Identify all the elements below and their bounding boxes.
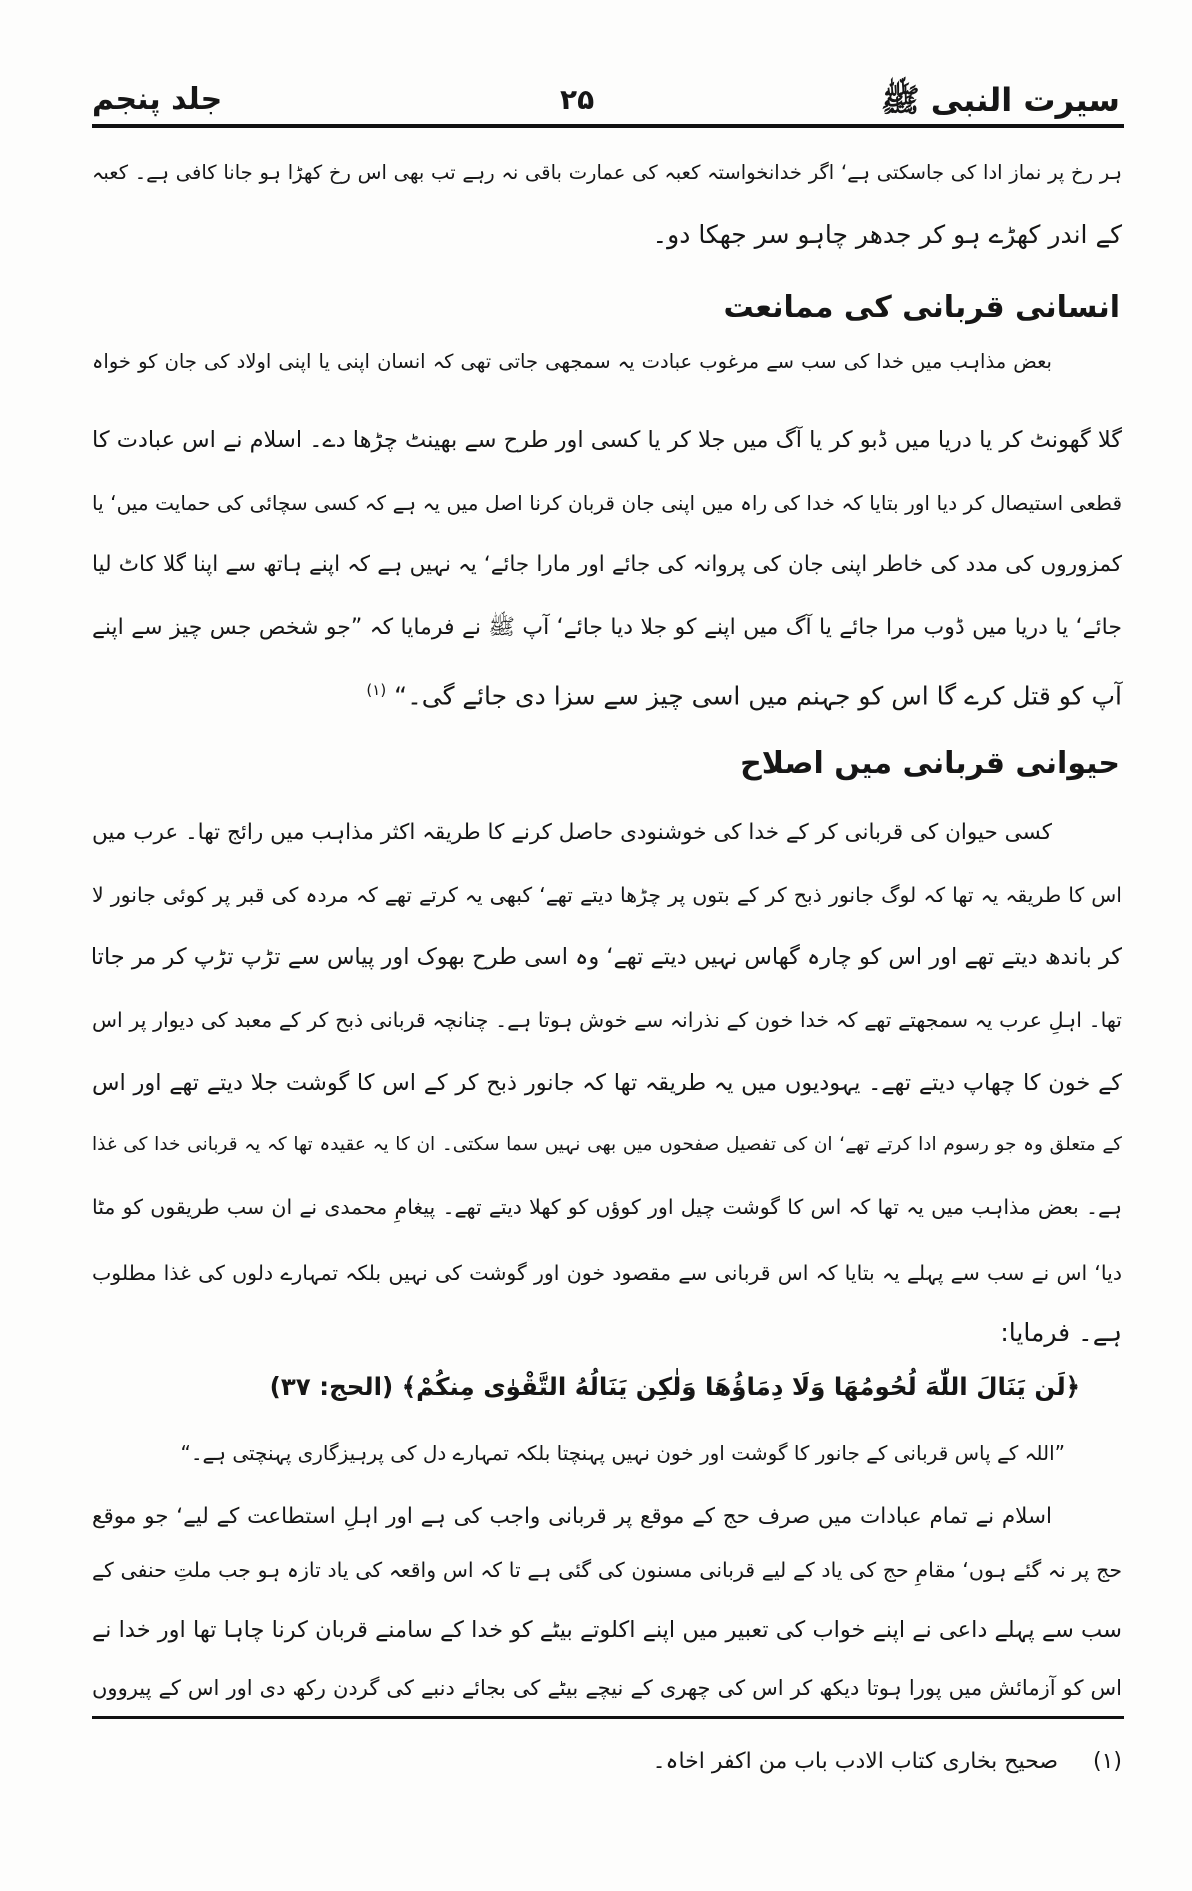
text-line: ہر رخ پر نماز ادا کی جاسکتی ہے‘ اگر خدانخواستہ کعبہ کی عمارت باقی نہ رہے تب بھی اس رخ کھڑا ہو جانا کافی ہے۔ کعبہ: [92, 161, 1122, 184]
book-title: سیرت النبی ﷺ: [880, 81, 1120, 119]
footnote-number: (۱): [1092, 1749, 1122, 1774]
text-line: اسلام نے تمام عبادات میں صرف حج کے موقع پر قربانی واجب کی ہے اور اہلِ استطاعت کے لیے‘ جو موقع: [92, 1504, 1052, 1529]
verse-translation: ”اللہ کے پاس قربانی کے جانور کا گوشت اور خون نہیں پہنچتا بلکہ تمہارے دل کی پرہیزگاری پہنچتی ہے۔“: [180, 1441, 1065, 1465]
text-line: دیا‘ اس نے سب سے پہلے یہ بتایا کہ اس قربانی سے مقصود خون اور گوشت کی نہیں بلکہ تمہارے دلوں کی غذا مطلوب: [92, 1261, 1122, 1285]
text-line: بعض مذاہب میں خدا کی سب سے مرغوب عبادت یہ سمجھی جاتی تھی کہ انسان اپنی یا اپنی اولاد کی جان کو خواہ: [92, 350, 1052, 373]
text-line: کے خون کا چھاپ دیتے تھے۔ یہودیوں میں یہ طریقہ تھا کہ جانور ذبح کر کے اس کا گوشت جلا دیتے تھے اور اس: [92, 1070, 1122, 1096]
text-line: جائے‘ یا دریا میں ڈوب مرا جائے یا آگ میں اپنے کو جلا دیا جائے‘ آپ ﷺ نے فرمایا کہ ”جو شخص جس چیز سے اپنے: [92, 615, 1122, 640]
text-line: کے اندر کھڑے ہو کر جدھر چاہو سر جھکا دو۔: [652, 220, 1122, 249]
text-line: اس کو آزمائش میں پورا ہوتا دیکھ کر اس کی چھری کے نیچے بیٹے کی بجائے دنبے کی گردن رکھ دی اور اس کے پیرووں: [92, 1676, 1122, 1700]
footnote-rule: [92, 1716, 1124, 1719]
quran-verse: ﴿لَن يَنَالَ اللّٰهَ لُحُومُهَا وَلَا دِمَاؤُهَا وَلٰكِن يَنَالُهُ التَّقْوٰى مِنكُمْ﴾ (الحج: ۳۷): [269, 1372, 1080, 1401]
text-line: سب سے پہلے داعی نے اپنے خواب کی تعبیر میں اپنے اکلوتے بیٹے کو خدا کے سامنے قربان کرنا چاہا تھا اور خدا نے: [92, 1617, 1122, 1643]
text-line: کمزوروں کی مدد کی خاطر اپنی جان کی پروانہ کی جائے اور مارا جائے‘ یہ نہیں ہے کہ اپنے ہاتھ سے اپنا گلا کاٹ لیا: [92, 552, 1122, 577]
section-heading: حیوانی قربانی میں اصلاح: [740, 746, 1120, 781]
text-line: [92, 670, 1122, 710]
section-heading: انسانی قربانی کی ممانعت: [723, 290, 1120, 325]
text-line: تھا۔ اہلِ عرب یہ سمجھتے تھے کہ خدا خون کے نذرانہ سے خوش ہوتا ہے۔ چنانچہ قربانی ذبح کر کے معبد کی دیوار پر اس: [92, 1008, 1122, 1032]
text-line: ہے۔ فرمایا:: [1000, 1318, 1122, 1347]
text-line: کر باندھ دیتے تھے اور اس کو چارہ گھاس نہیں دیتے تھے‘ وہ اسی طرح بھوک اور پیاس سے تڑپ تڑپ کر مر جاتا: [90, 944, 1122, 970]
text-line: کے متعلق وہ جو رسوم ادا کرتے تھے‘ ان کی تفصیل صفحوں میں بھی نہیں سما سکتی۔ ان کا یہ عقیدہ تھا کہ یہ قربانی خدا کی غذا: [92, 1134, 1122, 1155]
footnote-reference[interactable]: (۱): [366, 681, 387, 699]
volume-label: جلد پنجم: [92, 82, 223, 117]
text-line: کسی حیوان کی قربانی کر کے خدا کی خوشنودی حاصل کرنے کا طریقہ اکثر مذاہب میں رائج تھا۔ عرب میں: [92, 820, 1052, 845]
page-number: ۲۵: [560, 83, 595, 116]
header-rule: [92, 124, 1124, 128]
text-span: آپ کو قتل کرے گا اس کو جہنم میں اسی چیز سے سزا دی جائے گی۔“: [394, 681, 1122, 711]
text-line: اس کا طریقہ یہ تھا کہ لوگ جانور ذبح کر کے بتوں پر چڑھا دیتے تھے‘ کبھی یہ کرتے تھے کہ مردہ کی قبر پر کوئی جانور لا: [92, 883, 1122, 907]
footnote-text: صحیح بخاری کتاب الادب باب من اکفر اخاہ۔: [652, 1749, 1059, 1774]
text-line: ہے۔ بعض مذاہب میں یہ تھا کہ اس کا گوشت چیل اور کوؤں کو کھلا دیتے تھے۔ پیغامِ محمدی نے ان سب طریقوں کو مٹا: [92, 1195, 1122, 1219]
footnote: [92, 1742, 1122, 1782]
text-line: حج پر نہ گئے ہوں‘ مقامِ حج کی یاد کے لیے قربانی مسنون کی گئی ہے تا کہ اس واقعہ کی یاد تازہ ہو جب ملتِ حنفی کے: [92, 1558, 1122, 1582]
text-line: قطعی استیصال کر دیا اور بتایا کہ خدا کی راہ میں اپنی جان قربان کرنا اصل میں یہ ہے کہ کسی سچائی کی حمایت میں‘ یا: [92, 491, 1122, 515]
text-line: گلا گھونٹ کر یا دریا میں ڈبو کر یا آگ میں جلا کر یا کسی اور طرح سے بھینٹ چڑھا دے۔ اسلام نے اس عبادت کا: [92, 427, 1122, 453]
